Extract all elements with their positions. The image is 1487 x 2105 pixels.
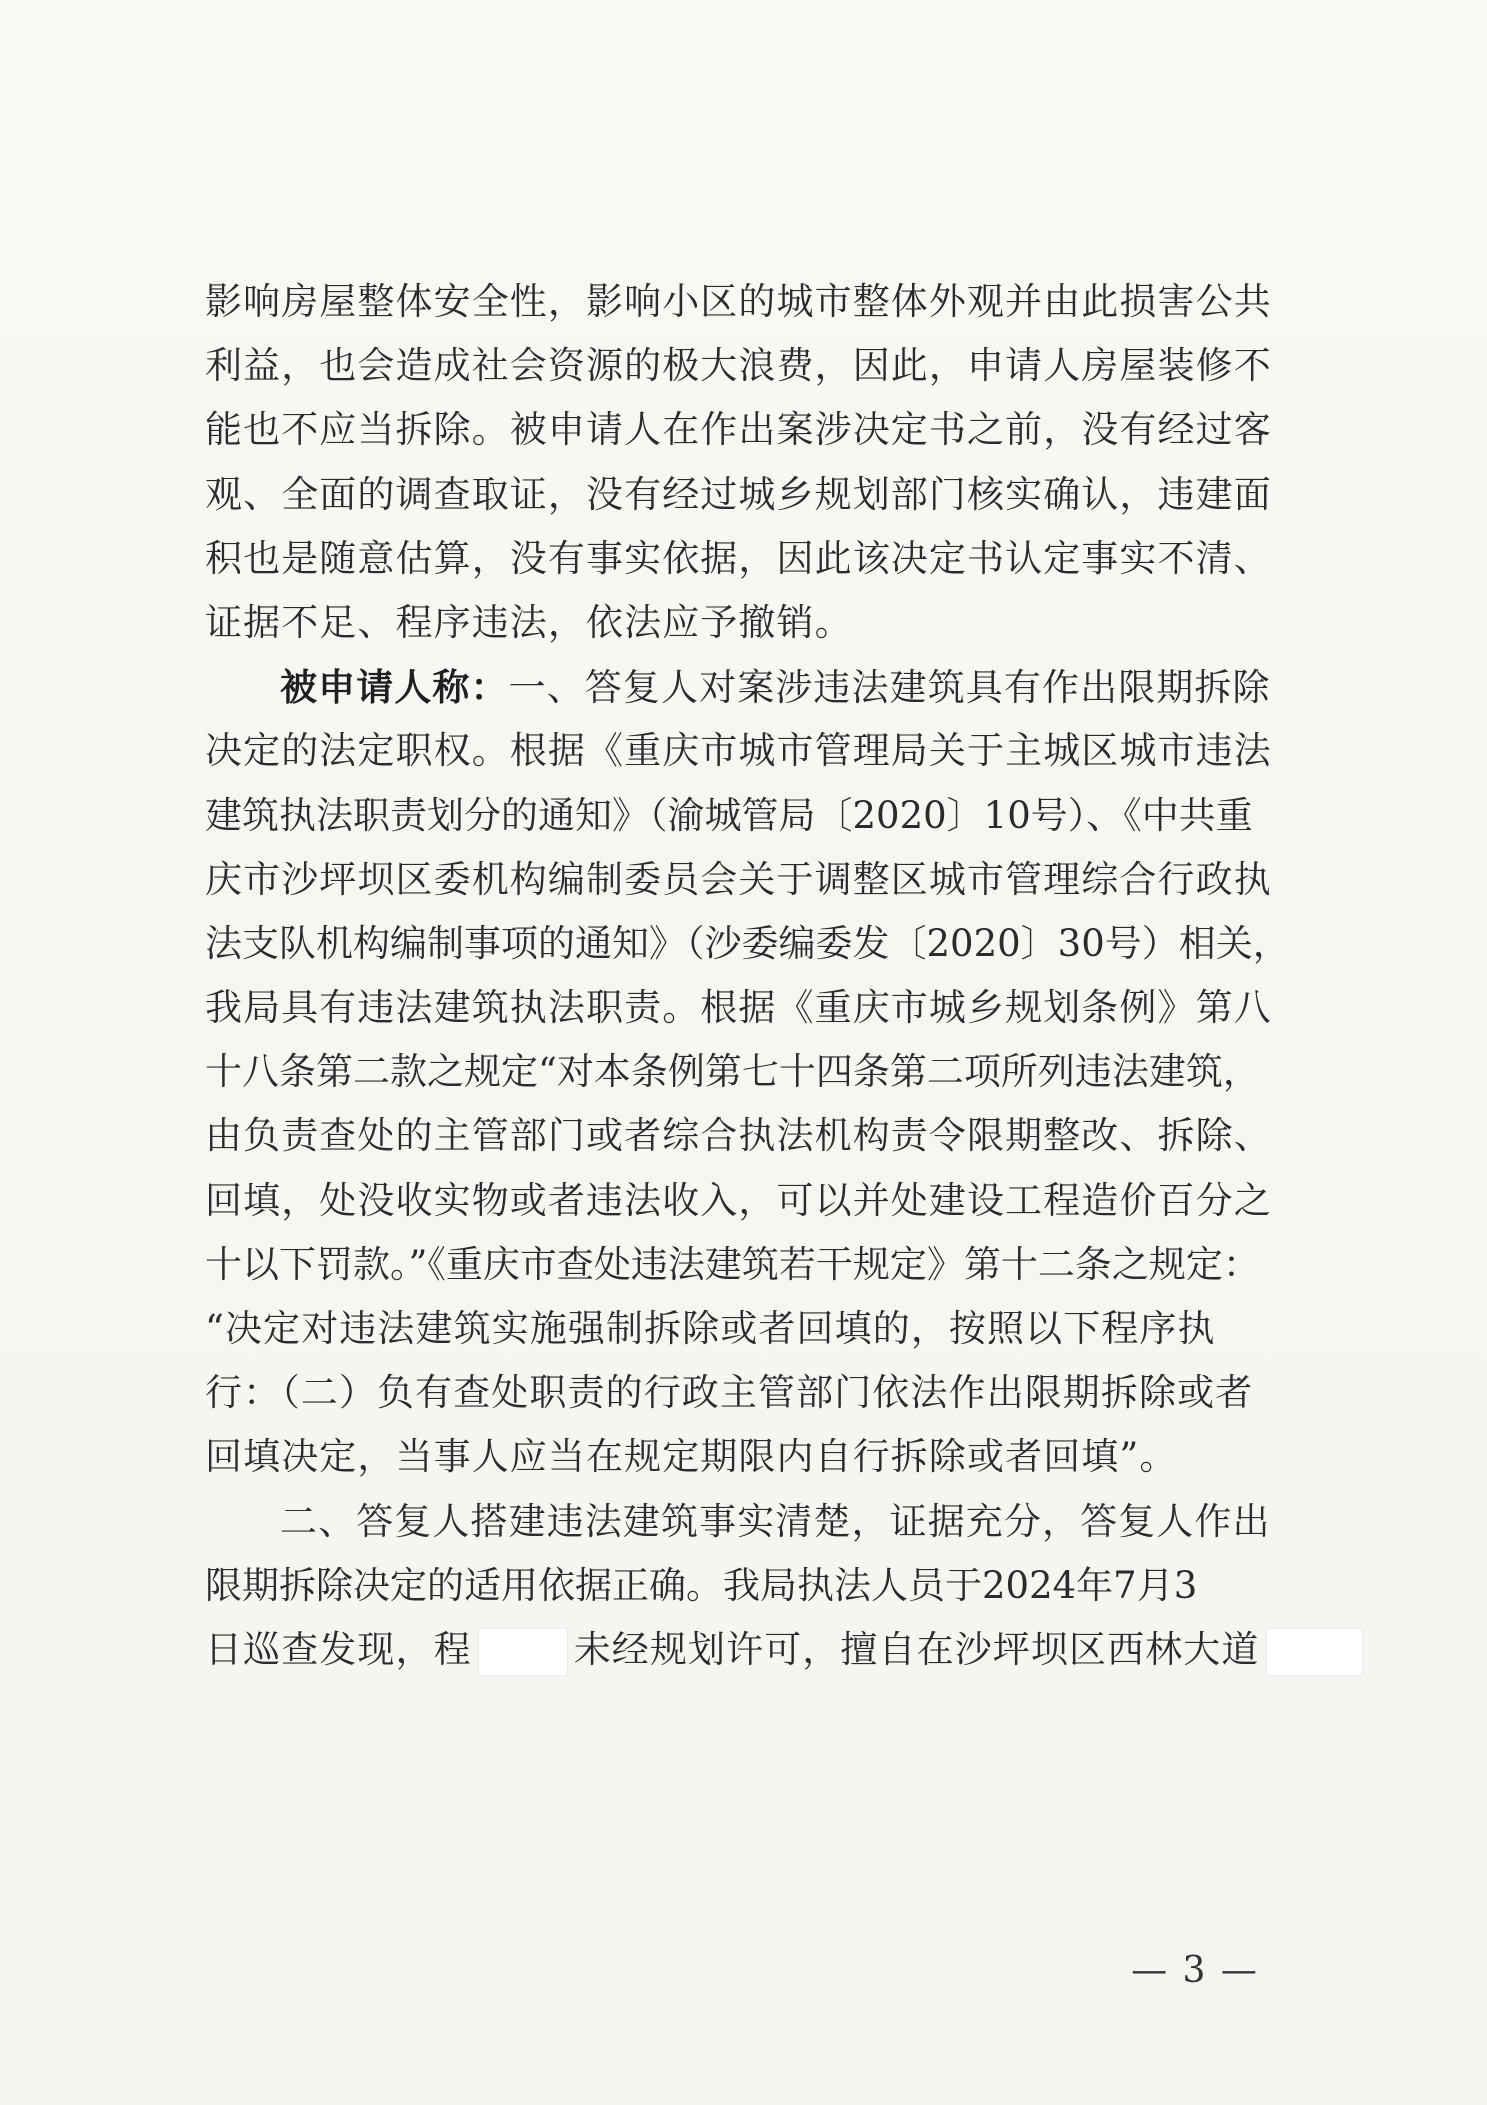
text-line: 回填决定，当事人应当在规定期限内自行拆除或者回填”。: [205, 1435, 1178, 1479]
respondent-text: 一、答复人对案涉违法建筑具有作出限期拆除: [508, 666, 1271, 710]
last-line-part1: 日巡查发现，程: [205, 1627, 472, 1671]
text-line: 影响房屋整体安全性，影响小区的城市整体外观并由此损害公共: [205, 280, 1272, 323]
text-line: 法支队机构编制事项的通知》（沙委编委发〔2020〕30号）相关，: [205, 921, 1290, 965]
point2-paragraph-start: 二、答复人搭建违法建筑事实清楚，证据充分，答复人作出: [280, 1499, 1271, 1543]
text-line: 决定的法定职权。根据《重庆市城市管理局关于主城区城市违法: [205, 729, 1272, 773]
redaction-block: [478, 1628, 568, 1676]
redaction-block: [1266, 1628, 1363, 1676]
text-line: 能也不应当拆除。被申请人在作出案涉决定书之前，没有经过客: [205, 408, 1272, 452]
text-line: 行：（二）负有查处职责的行政主管部门依法作出限期拆除或者: [205, 1371, 1254, 1415]
text-line: 利益，也会造成社会资源的极大浪费，因此，申请人房屋装修不: [205, 344, 1272, 388]
text-line: 十八条第二款之规定“对本条例第七十四条第二项所列违法建筑，: [205, 1050, 1260, 1094]
text-line: 建筑执法职责划分的通知》（渝城管局〔2020〕10号）、《中共重: [205, 793, 1253, 837]
document-body: [205, 270, 1295, 1682]
text-line: 积也是随意估算，没有事实依据，因此该决定书认定事实不清、: [205, 536, 1272, 580]
text-line: 回填，处没收实物或者违法收入，可以并处建设工程造价百分之: [205, 1178, 1272, 1222]
respondent-paragraph-start: [205, 655, 1295, 719]
page-number: — 3 —: [1131, 1950, 1259, 1991]
text-line: 限期拆除决定的适用依据正确。我局执法人员于2024年7月3: [205, 1563, 1198, 1607]
text-line: 由负责查处的主管部门或者综合执法机构责令限期整改、拆除、: [205, 1114, 1272, 1158]
respondent-label: 被申请人称：: [280, 665, 509, 710]
text-line-with-redactions: [205, 1618, 1295, 1682]
text-line: 我局具有违法建筑执法职责。根据《重庆市城乡规划条例》第八: [205, 986, 1272, 1030]
text-line: 观、全面的调查取证，没有经过城乡规划部门核实确认，违建面: [205, 472, 1272, 516]
last-line-part2: 未经规划许可，擅自在沙坪坝区西林大道: [573, 1627, 1260, 1671]
text-line: 证据不足、程序违法，依法应予撤销。: [205, 600, 853, 644]
text-line: “决定对违法建筑实施强制拆除或者回填的，按照以下程序执: [205, 1307, 1216, 1350]
text-line: 十以下罚款。”《重庆市查处违法建筑若干规定》第十二条之规定：: [205, 1242, 1260, 1286]
text-line: 庆市沙坪坝区委机构编制委员会关于调整区城市管理综合行政执: [205, 857, 1272, 901]
